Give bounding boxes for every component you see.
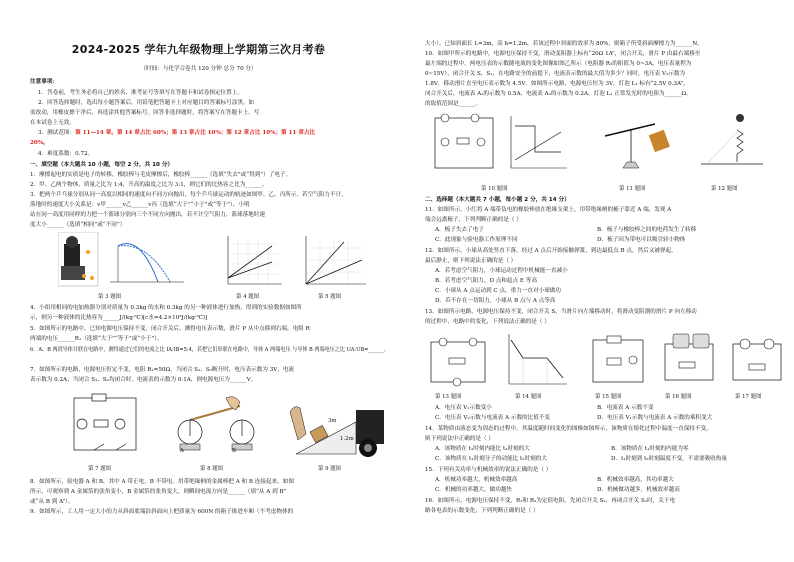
question-10-line-6: 的取值范围是______。 xyxy=(425,101,481,107)
figure-3 xyxy=(58,232,186,290)
figure-13-caption: 第 13 题图 xyxy=(435,394,462,400)
question-14-option-d: D．t₁时刻到 t₃时刻温度不变，不需要吸收热量 xyxy=(611,456,727,462)
note-line-6: 4．难度系数：0.72。 xyxy=(38,151,94,157)
note-line-1: 1．答卷前，考生务必将自己的姓名、准考证号等填写在答题卡和试卷指定位置上。 xyxy=(38,90,243,96)
notes-heading: 注意事项： xyxy=(30,79,58,85)
question-12-line-1: 12．如图所示，小球从高处竖直下落，经过 A 点后开始接触弹簧，到达最低点 B 点，然后又被弹起， xyxy=(425,248,677,254)
figure-10 xyxy=(431,112,571,178)
figure-17 xyxy=(727,332,787,390)
question-7-line-2: 表示数为 0.2A；当闭合 S₁、S₂均闭合时，电流表的示数为 0.1A，则电源电压为______V。 xyxy=(30,377,257,383)
section-2-heading: 二、选择题（本大题共 7 小题，每小题 2 分，共 14 分） xyxy=(425,197,570,203)
note-line-2: 2．回答选择题时，选出每小题答案后，用铅笔把答题卡上对应题目的答案标号涂黑。如 xyxy=(38,100,255,106)
figure-7-caption: 第 7 题图 xyxy=(88,466,112,472)
exam-subtitle: （时间：与化学合卷共 120 分钟 总分 70 分） xyxy=(140,66,257,72)
section-1-heading: 一、填空题（本大题共 10 小题，每空 2 分，共 10 分） xyxy=(30,162,174,168)
question-16-line-1: 16．如图所示，电源电压保持不变，R₁和 R₂为定值电阻，先闭合开关 S₁，再闭合开关 S₂时，关于电 xyxy=(425,498,676,504)
figure-4 xyxy=(222,234,284,290)
figure-5-caption: 第 5 题图 xyxy=(318,294,342,300)
question-15-option-d: D．机械做功越多，机械效率越高 xyxy=(597,487,680,493)
question-15-option-b: B．机械效率越高，其功率越大 xyxy=(597,477,674,483)
note-range-label: 3．测试范围： xyxy=(38,130,76,136)
figure-9-length: 3m xyxy=(328,418,337,424)
figure-8-label-A: A xyxy=(180,448,184,454)
figure-9-height: 1.2m xyxy=(340,436,354,442)
figure-12 xyxy=(697,112,767,172)
figure-13 xyxy=(427,332,489,390)
question-12-option-a: A．若考虑空气阻力，小球运动过程中机械能一直减小 xyxy=(435,268,568,274)
figure-7 xyxy=(70,392,140,458)
question-14-line-2: 则下列说法中正确的是（ ） xyxy=(425,436,494,442)
question-6: 6．A、B 两段导体并联在电路中，测得通过它们的电流之比 IA:IB=5:4，若把它们串联在电路中，导体 A 两端电压 与导体 B 两端电压之比 UA:UB=______。 xyxy=(30,347,389,353)
question-4-line-2: 示，则另一种液体的比热容为______J/(kg·℃)[c水=4.2×10³J/(kg·℃)] xyxy=(30,315,208,321)
question-10-line-4: 1.8V，移动滑片直至电压表示数为 4.5V。如图所示电路，电源电压恒为 3V，灯泡 L₁ 标有“2.5V 0.3A”。 xyxy=(425,81,689,87)
question-13-option-a: A．电压表 V₁示数变小 xyxy=(435,405,492,411)
figure-15-caption: 第 15 题图 xyxy=(595,394,622,400)
question-8-line-1: 8．如图所示，验电器 A 和 B，其中 A 带正电，B 不带电，用带绝缘柄的金属棒把 A 和 B 连接起来，如图 xyxy=(30,479,294,485)
question-14-option-c: C．该物质在 t₁时刻分子的动能比 t₂时刻的大 xyxy=(435,456,547,462)
question-10-line-3: 0~15V），闭合开关 S，S₁，在电路安全的前提下，电流表示数的最大值为多少？同时，电压表 V₂示数为 xyxy=(425,71,686,77)
question-8-line-3: 或“从 B 到 A”）。 xyxy=(30,499,74,505)
figure-8-label-B: B xyxy=(232,448,236,454)
question-10-line-1: 10．如图甲所示的电路中，电源电压保持不变，滑动变阻器上标有“20Ω 1A”，闭合开关，滑片 P 由最右端移至 xyxy=(425,51,701,57)
question-10-line-5: 闭合开关后，电流表 A₁的示数为 0.5A，电流表 A₂的示数为 0.2A。灯泡 L₁ 正常发光时的电阻为______Ω。 xyxy=(425,91,692,97)
question-3-line-3: 站在同一高度用同样的力把一个篮球分别向三个不同方向抛出。若不计空气阻力，篮球落地时速 xyxy=(30,212,265,218)
question-16-line-2: 路各电表的示数变化，下列判断正确的是（ ） xyxy=(425,508,539,514)
figure-16-caption: 第 16 题图 xyxy=(665,394,692,400)
figure-10-caption: 第 10 题图 xyxy=(481,186,508,192)
figure-8-caption: 第 8 题图 xyxy=(200,466,224,472)
exam-title: 2024-2025 学年九年级物理上学期第三次月考卷 xyxy=(71,43,326,56)
note-line-4: 在本试卷上无效。 xyxy=(30,120,75,126)
figure-5 xyxy=(300,234,368,290)
question-12-option-d: D．若不存在一切阻力，小球从 B 点与 A 点等高 xyxy=(435,298,556,304)
question-15-option-a: A．机械功率越大，机械效率越高 xyxy=(435,477,518,483)
note-line-5 xyxy=(38,129,315,139)
right-column xyxy=(397,0,794,562)
figure-14-caption: 第 14 题图 xyxy=(515,394,542,400)
figure-4-caption: 第 4 题图 xyxy=(236,294,260,300)
question-9-continued: 大小）。已知斜面长 L=3m，高 h=1.2m，若该过程中斜面的效率为 80%，则箱子所受斜面摩擦力为______N。 xyxy=(425,41,703,47)
question-11-option-c: C．此现象与验电器工作原理不同 xyxy=(435,237,518,243)
question-12-option-c: C．小球从 A 点运动到 C 点，重力一直对小球做功 xyxy=(435,288,561,294)
question-11-line-1: 11．如图所示，小红将 A 端带负电的橡胶棒放在绝缘支架上，用带绝缘柄的梳子靠近 A 端，发现 A xyxy=(425,207,672,213)
question-5-line-1: 5．如图所示的电路中，已知电源电压保持不变，闭合开关后，测得电压表示数，滑片 P 从中点移到右端，电阻 R xyxy=(30,326,310,332)
question-14-option-a: A．该物质在 t₂时刻内能比 t₃时刻的大 xyxy=(435,446,530,452)
question-1: 1．摩擦起电的实质是电子的转移，橡胶棒与毛皮摩擦后，橡胶棒______（选填“失去”或“得到”）了电子。 xyxy=(30,172,292,178)
figure-3-caption: 第 3 题图 xyxy=(98,294,122,300)
figure-9 xyxy=(286,392,386,460)
question-10-line-2: 最左端的过程中，两电压表的示数随电流的变化图像如图乙所示（电阻器 R₂的阻值为 0~3A，电压表量程为 xyxy=(425,61,692,67)
question-13-option-c: C．电压表 V₂示数与电流表 A 示数的比值不变 xyxy=(435,415,551,421)
question-13-line-2: 的过程中，电路中的变化，下列说法正确的是（ ） xyxy=(425,319,550,325)
question-3-line-2: 落地时的速度大小关系是：v甲______v乙______v丙（选填“大于”“小于”或“等于”），小明 xyxy=(30,202,250,208)
note-range-text: 第 11—14 章。第 14 章占比 60%；第 13 章占比 10%；第 12 章占比 10%；第 11 章占比 xyxy=(75,130,316,136)
question-12-line-2: 最后静止，则下列说法正确的是（ ） xyxy=(425,258,517,264)
figure-11-caption: 第 11 题图 xyxy=(619,186,646,192)
question-13-line-1: 13．如图所示电路，电源电压保持不变，闭合开关 S，当滑片向左端移动时，将滑动变阻器的滑片 P 向左移动 xyxy=(425,309,697,315)
figure-17-caption: 第 17 题图 xyxy=(735,394,762,400)
question-11-option-a: A．梳子失去了电子 xyxy=(435,227,484,233)
figure-9-caption: 第 9 题图 xyxy=(318,466,342,472)
figure-15 xyxy=(589,332,647,390)
question-7-line-1: 7．如图所示的电路，电源电压恒定不变，电阻 R₁=50Ω，当闭合 S₁、S₂断开时，电压表示数为 3V，电流 xyxy=(30,367,295,373)
question-14-line-1: 14．某物质由液态变为固态的过程中，其温度随时间变化的图像如图所示，该物质在熔化过程中温度一直保持不变， xyxy=(425,426,712,432)
question-12-option-b: B．若考虑空气阻力，D 点和起点 E 等高 xyxy=(435,278,537,284)
question-13-option-b: B．电流表 A 示数不变 xyxy=(597,405,654,411)
question-15: 15．下列有关功率与机械效率的说法正确的是（ ） xyxy=(425,467,552,473)
question-9: 9．如图所示，工人用一定大小的力从斜面底端沿斜面向上把质量为 600N 的箱子推进车厢（不考虑物体的 xyxy=(30,509,294,515)
question-4-line-1: 4．小组用相同的电加热器分别对质量为 0.3kg 的水和 0.3kg 的另一种液体进行加热，得到的实验数据如图所 xyxy=(30,305,302,311)
question-2: 2．甲、乙两个物体，质量之比为 1:4，升高的温度之比为 3:1，则它们的比热容之比为______。 xyxy=(30,182,268,188)
question-3-line-4: 度大小______（选填“相同”或“不同”） xyxy=(30,222,126,228)
question-13-option-d: D．电压表 V₁示数与电流表 A 示数的乘积变大 xyxy=(597,415,713,421)
figure-12-caption: 第 12 题图 xyxy=(711,186,738,192)
note-range-text-2: 20%。 xyxy=(30,140,49,146)
figure-14 xyxy=(503,332,569,390)
note-line-3: 需改动，用橡皮擦干净后，再选涂其他答案标号。回答非选择题时，将答案写在答题卡上。写 xyxy=(30,110,260,116)
question-15-option-c: C．机械的功率越大，做功越快 xyxy=(435,487,512,493)
figure-16 xyxy=(659,332,719,390)
question-3-line-1: 3．把两个乒乓球分别从同一高度以相同的速度向不同方向抛出，每个乒乓球运动的轨迹如图甲、乙、丙所示。若空气阻力不计， xyxy=(30,192,347,198)
question-5-line-2: 两端的电压______R₁（选填“大于”“等于”或“小于”）。 xyxy=(30,336,163,342)
question-11-option-d: D．梳子因为带电可以吸引轻小物体 xyxy=(597,237,686,243)
figure-11 xyxy=(599,112,675,172)
question-11-option-b: B．梳子与橡胶棒之间的电荷发生了转移 xyxy=(597,227,697,233)
question-14-option-b: B．该物质在 t₁时刻的内能为零 xyxy=(611,446,689,452)
question-8-line-2: 所示，可观察到 A 金属箔的张角变小，B 金属箔的张角变大，则瞬间电流方向是______（填“从 A 到 B” xyxy=(30,489,287,495)
question-11-line-2: 端会远离梳子，下列判断正确的是（ ） xyxy=(425,217,522,223)
